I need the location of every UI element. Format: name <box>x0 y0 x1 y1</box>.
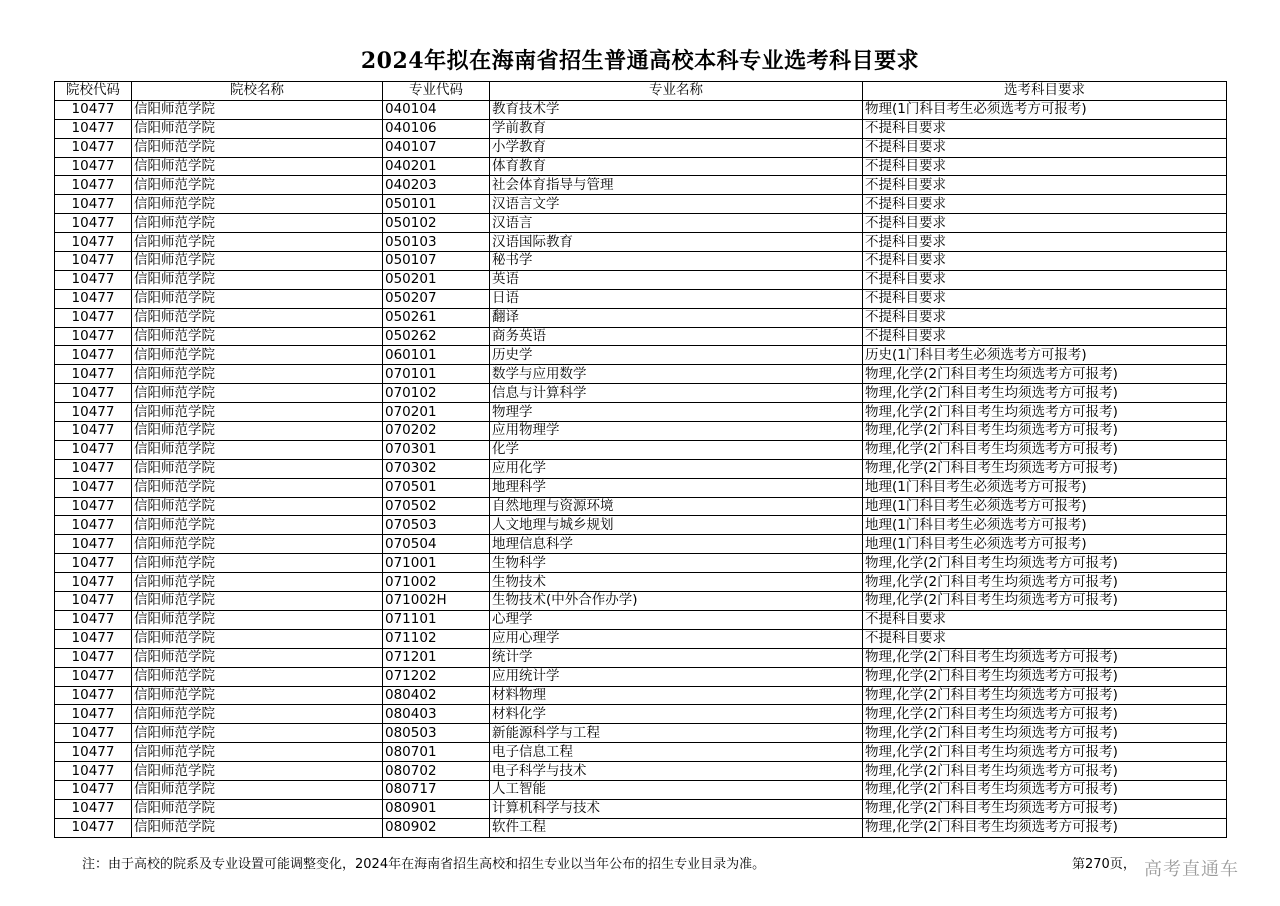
school-code-cell: 10477 <box>55 365 132 384</box>
major-code-cell: 080901 <box>383 799 490 818</box>
major-code-cell: 080902 <box>383 818 490 837</box>
school-code-cell: 10477 <box>55 403 132 422</box>
school-name-cell: 信阳师范学院 <box>132 289 383 308</box>
major-name-cell: 计算机科学与技术 <box>490 799 863 818</box>
school-name-cell: 信阳师范学院 <box>132 535 383 554</box>
major-code-cell: 070202 <box>383 422 490 441</box>
subject-requirement-cell: 物理,化学(2门科目考生均须选考方可报考) <box>863 459 1227 478</box>
major-code-cell: 050101 <box>383 195 490 214</box>
school-name-cell: 信阳师范学院 <box>132 195 383 214</box>
table-row <box>55 176 1227 195</box>
major-code-cell: 050201 <box>383 270 490 289</box>
major-code-cell: 071101 <box>383 610 490 629</box>
school-code-cell: 10477 <box>55 705 132 724</box>
school-code-cell: 10477 <box>55 592 132 611</box>
school-name-cell: 信阳师范学院 <box>132 346 383 365</box>
subject-requirement-cell: 物理,化学(2门科目考生均须选考方可报考) <box>863 667 1227 686</box>
major-name-cell: 日语 <box>490 289 863 308</box>
school-code-cell: 10477 <box>55 762 132 781</box>
major-name-cell: 汉语言 <box>490 214 863 233</box>
table-row <box>55 516 1227 535</box>
school-code-cell: 10477 <box>55 252 132 271</box>
school-name-cell: 信阳师范学院 <box>132 686 383 705</box>
school-name-cell: 信阳师范学院 <box>132 648 383 667</box>
major-code-cell: 080701 <box>383 743 490 762</box>
major-name-cell: 社会体育指导与管理 <box>490 176 863 195</box>
major-name-cell: 商务英语 <box>490 327 863 346</box>
major-code-cell: 040201 <box>383 157 490 176</box>
major-name-cell: 教育技术学 <box>490 100 863 119</box>
major-code-cell: 070502 <box>383 497 490 516</box>
major-name-cell: 地理信息科学 <box>490 535 863 554</box>
school-code-cell: 10477 <box>55 233 132 252</box>
major-name-cell: 应用统计学 <box>490 667 863 686</box>
school-code-cell: 10477 <box>55 573 132 592</box>
table-row <box>55 233 1227 252</box>
major-code-cell: 071202 <box>383 667 490 686</box>
school-name-cell: 信阳师范学院 <box>132 233 383 252</box>
table-row <box>55 648 1227 667</box>
major-name-cell: 人文地理与城乡规划 <box>490 516 863 535</box>
major-name-cell: 英语 <box>490 270 863 289</box>
table-container <box>54 81 1227 838</box>
table-row <box>55 270 1227 289</box>
school-code-cell: 10477 <box>55 327 132 346</box>
school-name-cell: 信阳师范学院 <box>132 422 383 441</box>
table-row <box>55 743 1227 762</box>
school-name-cell: 信阳师范学院 <box>132 440 383 459</box>
major-name-cell: 电子信息工程 <box>490 743 863 762</box>
major-code-cell: 040104 <box>383 100 490 119</box>
school-code-cell: 10477 <box>55 667 132 686</box>
major-code-cell: 071201 <box>383 648 490 667</box>
school-code-cell: 10477 <box>55 157 132 176</box>
school-code-cell: 10477 <box>55 119 132 138</box>
table-body <box>55 100 1227 837</box>
school-name-cell: 信阳师范学院 <box>132 780 383 799</box>
subject-requirement-cell: 物理,化学(2门科目考生均须选考方可报考) <box>863 724 1227 743</box>
table-row <box>55 308 1227 327</box>
school-name-cell: 信阳师范学院 <box>132 554 383 573</box>
major-name-cell: 生物科学 <box>490 554 863 573</box>
school-code-cell: 10477 <box>55 799 132 818</box>
major-code-cell: 070101 <box>383 365 490 384</box>
table-row <box>55 478 1227 497</box>
school-code-cell: 10477 <box>55 780 132 799</box>
subject-requirement-cell: 物理,化学(2门科目考生均须选考方可报考) <box>863 686 1227 705</box>
school-name-cell: 信阳师范学院 <box>132 629 383 648</box>
major-code-cell: 080403 <box>383 705 490 724</box>
major-name-cell: 材料化学 <box>490 705 863 724</box>
subject-requirement-cell: 物理,化学(2门科目考生均须选考方可报考) <box>863 365 1227 384</box>
school-code-cell: 10477 <box>55 346 132 365</box>
table-row <box>55 214 1227 233</box>
page-number: 第270页， <box>1072 857 1136 872</box>
subject-requirement-cell: 不提科目要求 <box>863 289 1227 308</box>
school-name-cell: 信阳师范学院 <box>132 176 383 195</box>
subject-requirement-cell: 不提科目要求 <box>863 195 1227 214</box>
school-name-cell: 信阳师范学院 <box>132 214 383 233</box>
school-code-cell: 10477 <box>55 516 132 535</box>
header-major-code: 专业代码 <box>383 82 490 101</box>
school-name-cell: 信阳师范学院 <box>132 384 383 403</box>
major-code-cell: 050107 <box>383 252 490 271</box>
subject-requirement-cell: 物理,化学(2门科目考生均须选考方可报考) <box>863 554 1227 573</box>
school-code-cell: 10477 <box>55 138 132 157</box>
major-code-cell: 070201 <box>383 403 490 422</box>
school-code-cell: 10477 <box>55 100 132 119</box>
school-name-cell: 信阳师范学院 <box>132 157 383 176</box>
major-code-cell: 080402 <box>383 686 490 705</box>
school-code-cell: 10477 <box>55 724 132 743</box>
table-row <box>55 554 1227 573</box>
subject-requirement-cell: 物理,化学(2门科目考生均须选考方可报考) <box>863 403 1227 422</box>
school-code-cell: 10477 <box>55 270 132 289</box>
table-row <box>55 440 1227 459</box>
table-row <box>55 686 1227 705</box>
school-code-cell: 10477 <box>55 478 132 497</box>
subject-requirement-cell: 不提科目要求 <box>863 176 1227 195</box>
subject-requirement-cell: 地理(1门科目考生必须选考方可报考) <box>863 478 1227 497</box>
major-name-cell: 心理学 <box>490 610 863 629</box>
school-name-cell: 信阳师范学院 <box>132 478 383 497</box>
school-code-cell: 10477 <box>55 308 132 327</box>
major-name-cell: 历史学 <box>490 346 863 365</box>
table-row <box>55 724 1227 743</box>
table-row <box>55 384 1227 403</box>
school-name-cell: 信阳师范学院 <box>132 592 383 611</box>
table-row <box>55 252 1227 271</box>
school-name-cell: 信阳师范学院 <box>132 138 383 157</box>
school-code-cell: 10477 <box>55 743 132 762</box>
school-name-cell: 信阳师范学院 <box>132 516 383 535</box>
major-name-cell: 秘书学 <box>490 252 863 271</box>
school-name-cell: 信阳师范学院 <box>132 667 383 686</box>
subject-requirement-cell: 不提科目要求 <box>863 252 1227 271</box>
major-code-cell: 070501 <box>383 478 490 497</box>
table-row <box>55 592 1227 611</box>
major-name-cell: 小学教育 <box>490 138 863 157</box>
subject-requirement-cell: 物理,化学(2门科目考生均须选考方可报考) <box>863 780 1227 799</box>
table-row <box>55 535 1227 554</box>
header-major-name: 专业名称 <box>490 82 863 101</box>
table-row <box>55 610 1227 629</box>
school-name-cell: 信阳师范学院 <box>132 610 383 629</box>
subject-requirement-cell: 物理,化学(2门科目考生均须选考方可报考) <box>863 705 1227 724</box>
table-row <box>55 100 1227 119</box>
table-row <box>55 459 1227 478</box>
subject-requirement-cell: 不提科目要求 <box>863 157 1227 176</box>
subject-requirement-cell: 物理,化学(2门科目考生均须选考方可报考) <box>863 743 1227 762</box>
subject-requirement-cell: 物理(1门科目考生必须选考方可报考) <box>863 100 1227 119</box>
table-header-row <box>55 82 1227 101</box>
subject-requirement-cell: 不提科目要求 <box>863 138 1227 157</box>
school-code-cell: 10477 <box>55 440 132 459</box>
school-code-cell: 10477 <box>55 648 132 667</box>
school-name-cell: 信阳师范学院 <box>132 459 383 478</box>
subject-requirement-cell: 物理,化学(2门科目考生均须选考方可报考) <box>863 422 1227 441</box>
major-name-cell: 应用物理学 <box>490 422 863 441</box>
table-row <box>55 346 1227 365</box>
school-code-cell: 10477 <box>55 195 132 214</box>
table-row <box>55 138 1227 157</box>
major-requirements-table <box>54 81 1227 838</box>
school-code-cell: 10477 <box>55 629 132 648</box>
table-row <box>55 799 1227 818</box>
major-name-cell: 材料物理 <box>490 686 863 705</box>
table-row <box>55 403 1227 422</box>
school-name-cell: 信阳师范学院 <box>132 818 383 837</box>
table-row <box>55 289 1227 308</box>
school-code-cell: 10477 <box>55 535 132 554</box>
subject-requirement-cell: 地理(1门科目考生必须选考方可报考) <box>863 497 1227 516</box>
subject-requirement-cell: 物理,化学(2门科目考生均须选考方可报考) <box>863 384 1227 403</box>
school-code-cell: 10477 <box>55 214 132 233</box>
subject-requirement-cell: 物理,化学(2门科目考生均须选考方可报考) <box>863 440 1227 459</box>
table-row <box>55 365 1227 384</box>
table-row <box>55 780 1227 799</box>
major-name-cell: 电子科学与技术 <box>490 762 863 781</box>
school-name-cell: 信阳师范学院 <box>132 327 383 346</box>
major-code-cell: 040107 <box>383 138 490 157</box>
major-code-cell: 040203 <box>383 176 490 195</box>
major-code-cell: 070301 <box>383 440 490 459</box>
subject-requirement-cell: 不提科目要求 <box>863 214 1227 233</box>
school-code-cell: 10477 <box>55 818 132 837</box>
table-row <box>55 195 1227 214</box>
table-row <box>55 497 1227 516</box>
major-code-cell: 070302 <box>383 459 490 478</box>
subject-requirement-cell: 物理,化学(2门科目考生均须选考方可报考) <box>863 592 1227 611</box>
major-code-cell: 071002H <box>383 592 490 611</box>
subject-requirement-cell: 历史(1门科目考生必须选考方可报考) <box>863 346 1227 365</box>
subject-requirement-cell: 不提科目要求 <box>863 610 1227 629</box>
major-name-cell: 物理学 <box>490 403 863 422</box>
subject-requirement-cell: 不提科目要求 <box>863 233 1227 252</box>
watermark: 高考直通车 <box>1144 859 1239 880</box>
major-name-cell: 翻译 <box>490 308 863 327</box>
major-code-cell: 071001 <box>383 554 490 573</box>
table-row <box>55 573 1227 592</box>
table-row <box>55 422 1227 441</box>
major-code-cell: 060101 <box>383 346 490 365</box>
school-name-cell: 信阳师范学院 <box>132 270 383 289</box>
subject-requirement-cell: 不提科目要求 <box>863 308 1227 327</box>
table-row <box>55 762 1227 781</box>
table-row <box>55 667 1227 686</box>
school-name-cell: 信阳师范学院 <box>132 743 383 762</box>
major-code-cell: 080702 <box>383 762 490 781</box>
major-name-cell: 新能源科学与工程 <box>490 724 863 743</box>
school-code-cell: 10477 <box>55 554 132 573</box>
school-code-cell: 10477 <box>55 289 132 308</box>
major-name-cell: 学前教育 <box>490 119 863 138</box>
major-code-cell: 080717 <box>383 780 490 799</box>
major-name-cell: 生物技术 <box>490 573 863 592</box>
subject-requirement-cell: 不提科目要求 <box>863 270 1227 289</box>
major-code-cell: 070504 <box>383 535 490 554</box>
school-name-cell: 信阳师范学院 <box>132 252 383 271</box>
major-name-cell: 人工智能 <box>490 780 863 799</box>
major-code-cell: 050261 <box>383 308 490 327</box>
school-name-cell: 信阳师范学院 <box>132 365 383 384</box>
subject-requirement-cell: 地理(1门科目考生必须选考方可报考) <box>863 535 1227 554</box>
subject-requirement-cell: 地理(1门科目考生必须选考方可报考) <box>863 516 1227 535</box>
table-row <box>55 818 1227 837</box>
table-row <box>55 629 1227 648</box>
page-title: 2024年拟在海南省招生普通高校本科专业选考科目要求 <box>360 48 920 74</box>
major-code-cell: 040106 <box>383 119 490 138</box>
subject-requirement-cell: 不提科目要求 <box>863 629 1227 648</box>
school-code-cell: 10477 <box>55 459 132 478</box>
major-name-cell: 汉语言文学 <box>490 195 863 214</box>
major-code-cell: 071102 <box>383 629 490 648</box>
school-code-cell: 10477 <box>55 176 132 195</box>
school-name-cell: 信阳师范学院 <box>132 100 383 119</box>
school-name-cell: 信阳师范学院 <box>132 705 383 724</box>
major-name-cell: 汉语国际教育 <box>490 233 863 252</box>
major-code-cell: 070503 <box>383 516 490 535</box>
header-school-name: 院校名称 <box>132 82 383 101</box>
header-subject-requirement: 选考科目要求 <box>863 82 1227 101</box>
school-name-cell: 信阳师范学院 <box>132 308 383 327</box>
major-code-cell: 070102 <box>383 384 490 403</box>
header-school-code: 院校代码 <box>55 82 132 101</box>
table-row <box>55 119 1227 138</box>
footer-note: 注：由于高校的院系及专业设置可能调整变化，2024年在海南省招生高校和招生专业以当年公布的招生专业目录为准。 <box>82 857 766 872</box>
school-name-cell: 信阳师范学院 <box>132 724 383 743</box>
major-name-cell: 信息与计算科学 <box>490 384 863 403</box>
major-name-cell: 应用心理学 <box>490 629 863 648</box>
subject-requirement-cell: 物理,化学(2门科目考生均须选考方可报考) <box>863 762 1227 781</box>
major-code-cell: 050262 <box>383 327 490 346</box>
school-code-cell: 10477 <box>55 384 132 403</box>
major-code-cell: 080503 <box>383 724 490 743</box>
school-name-cell: 信阳师范学院 <box>132 119 383 138</box>
school-name-cell: 信阳师范学院 <box>132 799 383 818</box>
major-name-cell: 软件工程 <box>490 818 863 837</box>
school-code-cell: 10477 <box>55 610 132 629</box>
subject-requirement-cell: 不提科目要求 <box>863 119 1227 138</box>
school-name-cell: 信阳师范学院 <box>132 573 383 592</box>
major-code-cell: 050103 <box>383 233 490 252</box>
major-code-cell: 050102 <box>383 214 490 233</box>
major-name-cell: 生物技术(中外合作办学) <box>490 592 863 611</box>
subject-requirement-cell: 不提科目要求 <box>863 327 1227 346</box>
major-name-cell: 化学 <box>490 440 863 459</box>
school-code-cell: 10477 <box>55 686 132 705</box>
subject-requirement-cell: 物理,化学(2门科目考生均须选考方可报考) <box>863 573 1227 592</box>
table-row <box>55 157 1227 176</box>
school-code-cell: 10477 <box>55 497 132 516</box>
major-name-cell: 统计学 <box>490 648 863 667</box>
subject-requirement-cell: 物理,化学(2门科目考生均须选考方可报考) <box>863 648 1227 667</box>
school-name-cell: 信阳师范学院 <box>132 497 383 516</box>
school-name-cell: 信阳师范学院 <box>132 762 383 781</box>
major-name-cell: 地理科学 <box>490 478 863 497</box>
table-row <box>55 705 1227 724</box>
major-name-cell: 体育教育 <box>490 157 863 176</box>
major-code-cell: 050207 <box>383 289 490 308</box>
school-code-cell: 10477 <box>55 422 132 441</box>
major-name-cell: 自然地理与资源环境 <box>490 497 863 516</box>
table-row <box>55 327 1227 346</box>
subject-requirement-cell: 物理,化学(2门科目考生均须选考方可报考) <box>863 818 1227 837</box>
major-name-cell: 数学与应用数学 <box>490 365 863 384</box>
school-name-cell: 信阳师范学院 <box>132 403 383 422</box>
major-code-cell: 071002 <box>383 573 490 592</box>
major-name-cell: 应用化学 <box>490 459 863 478</box>
subject-requirement-cell: 物理,化学(2门科目考生均须选考方可报考) <box>863 799 1227 818</box>
